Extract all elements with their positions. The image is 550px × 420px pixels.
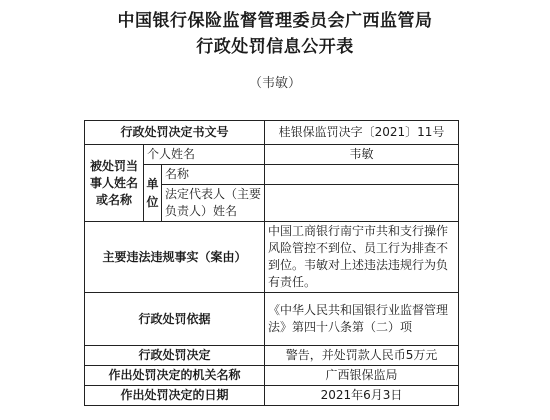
table-row (85, 222, 459, 293)
decision-label: 行政处罚决定 (85, 346, 265, 366)
table-row (85, 121, 459, 145)
name-label: 名称 (162, 165, 265, 185)
document-title-line1: 中国银行保险监督管理委员会广西监管局 (117, 11, 433, 31)
legal-rep-label: 法定代表人（主要负责人）姓名 (162, 185, 265, 222)
authority-value: 广西银保监局 (265, 366, 459, 386)
name-value (265, 165, 459, 185)
table-row (85, 366, 459, 386)
penalty-info-table (84, 120, 459, 406)
party-label: 被处罚当事人姓名或名称 (85, 145, 144, 222)
decision-no-value: 桂银保监罚决字〔2021〕11号 (265, 121, 459, 145)
basis-label: 行政处罚依据 (85, 293, 265, 346)
table-row (85, 386, 459, 406)
decision-no-label: 行政处罚决定书文号 (85, 121, 265, 145)
table-row (85, 346, 459, 366)
table-row (85, 293, 459, 346)
basis-value: 《中华人民共和国银行业监督管理法》第四十八条第（二）项 (265, 293, 459, 346)
unit-label: 单位 (144, 165, 162, 222)
facts-value: 中国工商银行南宁市共和支行操作风险管控不到位、员工行为排查不到位。韦敏对上述违法违规行为负有责任。 (265, 222, 459, 293)
date-label: 作出处罚决定的日期 (85, 386, 265, 406)
document-title-line2: 行政处罚信息公开表 (196, 37, 354, 57)
authority-label: 作出处罚决定的机关名称 (85, 366, 265, 386)
facts-label: 主要违法违规事实（案由） (85, 222, 265, 293)
individual-value: 韦敏 (265, 145, 459, 165)
individual-label: 个人姓名 (144, 145, 265, 165)
document-subtitle: （韦敏） (248, 76, 301, 91)
table-row (85, 145, 459, 165)
decision-value: 警告，并处罚款人民币5万元 (265, 346, 459, 366)
legal-rep-value (265, 185, 459, 222)
date-value: 2021年6月3日 (265, 386, 459, 406)
